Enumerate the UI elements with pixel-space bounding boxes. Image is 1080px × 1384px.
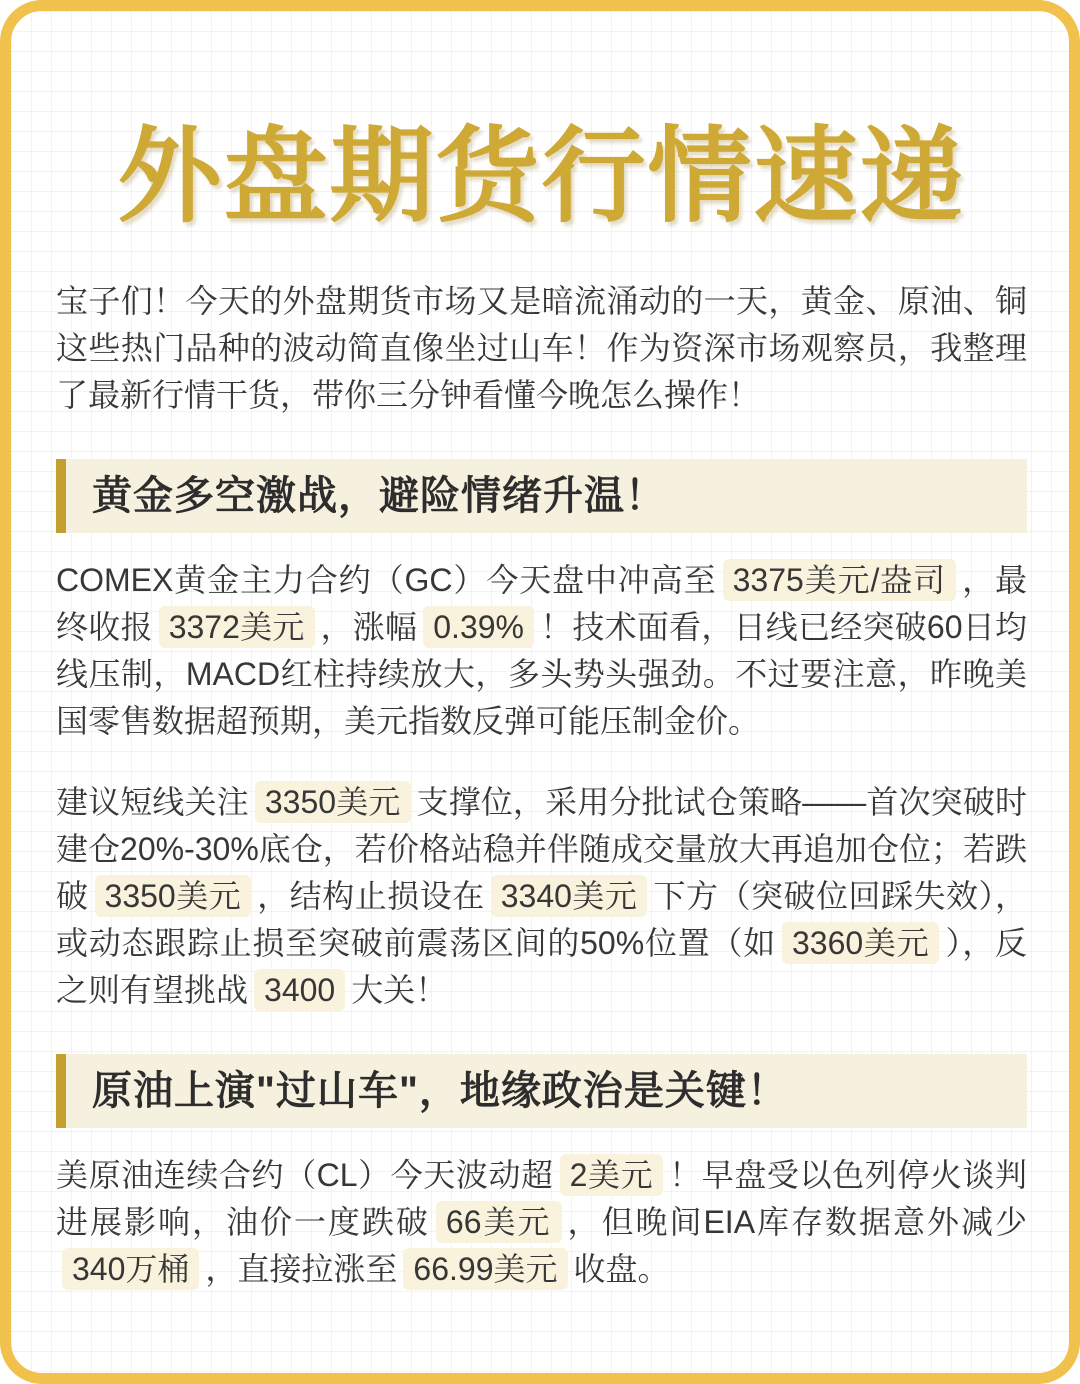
text-segment: ，最终收报	[56, 561, 1027, 645]
text-segment: 支撑位，采用分批试仓策略——首次突破时建仓20%-30%底仓，若价格站稳并伴随成交量放大再追加仓位；若跌破	[56, 783, 1027, 914]
text-segment: 下方（突破位回踩失效），或动态跟踪止损至突破前震荡区间的50%位置（如	[56, 877, 1027, 961]
article-content	[11, 11, 1069, 1293]
intro-paragraph: 宝子们！今天的外盘期货市场又是暗流涌动的一天，黄金、原油、铜这些热门品种的波动简直像坐过山车！作为资深市场观察员，我整理了最新行情干货，带你三分钟看懂今晚怎么操作！	[56, 282, 1027, 413]
section-heading: 黄金多空激战，避险情绪升温！	[56, 459, 1027, 533]
text-segment: 收盘。	[573, 1250, 670, 1287]
highlight-value: 3400	[254, 969, 345, 1011]
text-segment: ，结构止损设在	[257, 877, 485, 914]
text-segment: ，涨幅	[320, 608, 418, 645]
paragraph	[56, 1152, 1027, 1293]
highlight-value: 3375美元/盎司	[723, 559, 956, 601]
text-segment: 美原油连续合约（CL）今天波动超	[56, 1156, 554, 1193]
highlight-value: 3360美元	[782, 922, 939, 964]
page-title: 外盘期货行情速递	[117, 119, 966, 235]
highlight-value: 3350美元	[95, 875, 252, 917]
highlight-value: 2美元	[560, 1154, 664, 1196]
section-heading: 原油上演"过山车"，地缘政治是关键！	[56, 1054, 1027, 1128]
highlight-value: 340万桶	[62, 1248, 199, 1290]
text-segment: ，直接拉涨至	[205, 1250, 398, 1287]
paragraph	[56, 779, 1027, 1014]
text-segment: 建议短线关注	[56, 783, 249, 820]
section-1	[56, 459, 1027, 1014]
paragraph	[56, 557, 1027, 745]
section-2	[56, 1054, 1027, 1293]
text-segment: ），反之则有望挑战	[56, 924, 1027, 1008]
text-segment: ！早盘受以色列停火谈判进展影响，油价一度跌破	[56, 1156, 1027, 1240]
highlight-value: 3340美元	[491, 875, 648, 917]
sections-container	[56, 459, 1027, 1293]
highlight-value: 66.99美元	[403, 1248, 567, 1290]
highlight-value: 66美元	[436, 1201, 562, 1243]
highlight-value: 3372美元	[159, 606, 315, 648]
text-segment: ！技术面看，日线已经突破60日均线压制，MACD红柱持续放大，多头势头强劲。不过要注意，昨晚美国零售数据超预期，美元指数反弹可能压制金价。	[56, 608, 1027, 739]
text-segment: 大关！	[351, 971, 448, 1008]
highlight-value: 0.39%	[423, 606, 534, 648]
text-segment: ，但晚间EIA库存数据意外减少	[567, 1203, 1027, 1240]
text-segment: COMEX黄金主力合约（GC）今天盘中冲高至	[56, 561, 717, 598]
highlight-value: 3350美元	[255, 781, 411, 823]
